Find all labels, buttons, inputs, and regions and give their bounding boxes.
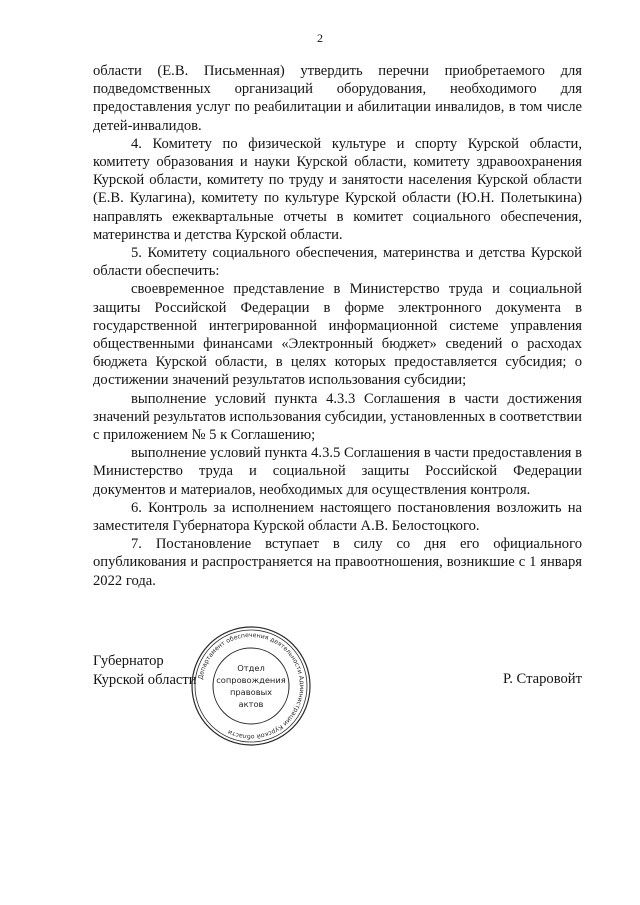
paragraph-item-5-3: выполнение условий пункта 4.3.5 Соглашения в части предоставления в Министерство труда и социальной защиты Российской Федерации документов и материалов, необходимых для осуществления контроля. (93, 445, 582, 498)
paragraph-item-5-1: своевременное представление в Министерство труда и социальной защиты Российской Федерации в форме электронного документа в государственной интегрированной информационной системе управления общественными финансами «Электронный бюджет» сведений о расходах бюджета Курской области, в целях которых предоставляется субсидия; о достижении значений результатов использования субсидии; (93, 281, 582, 389)
seal-center-line-3: правовых (229, 687, 273, 697)
official-seal-stamp (190, 625, 312, 747)
seal-ring-text: Департамент обеспечения деятельности Администрации Курской области (197, 631, 306, 741)
paragraph-continuation: области (Е.В. Письменная) утвердить перечни приобретаемого для подведомственных организаций оборудования, необходимого для предоставления услуг по реабилитации и абилитации инвалидов, в том числе детей-инвалидов. (93, 63, 582, 134)
seal-center-line-2: сопровождения (216, 675, 286, 685)
paragraph-item-6: 6. Контроль за исполнением настоящего постановления возложить на заместителя Губернатора Курской области А.В. Белостоцкого. (93, 499, 582, 535)
seal-outer-ring (192, 627, 310, 745)
signature-name: Р. Старовойт (502, 671, 582, 687)
seal-center-ring (213, 648, 289, 724)
seal-center-line-4: актов (238, 699, 264, 709)
seal-inner-ring (195, 630, 307, 742)
paragraph-item-5: 5. Комитету социального обеспечения, материнства и детства Курской области обеспечить: (93, 245, 582, 280)
page-number: 2 (317, 31, 323, 45)
paragraph-item-4: 4. Комитету по физической культуре и спорту Курской области, комитету образования и науки Курской области, комитету здравоохранения Курской области, комитету по труду и занятости населения Курской области (Е.В. Кулагина), комитету по культуре Курской области (Ю.Н. Полетыкина) направлять ежеквартальные отчеты в комитет социального обеспечения, материнства и детства Курской области. (93, 135, 582, 243)
document-body (93, 62, 582, 590)
paragraph-item-5-2: выполнение условий пункта 4.3.3 Соглашения в части достижения значений результатов использования субсидии, установленных в соответствии с приложением № 5 к Соглашению; (93, 390, 582, 444)
seal-center-line-1: Отдел (237, 663, 265, 673)
paragraph-item-7: 7. Постановление вступает в силу со дня его официального опубликования и распространяется на правоотношения, возникшие с 1 января 2022 года. (93, 536, 582, 589)
signature-position (93, 652, 197, 689)
signature-position-line-2: Курской области (93, 671, 197, 688)
signature-position-line-1: Губернатор (93, 653, 164, 669)
